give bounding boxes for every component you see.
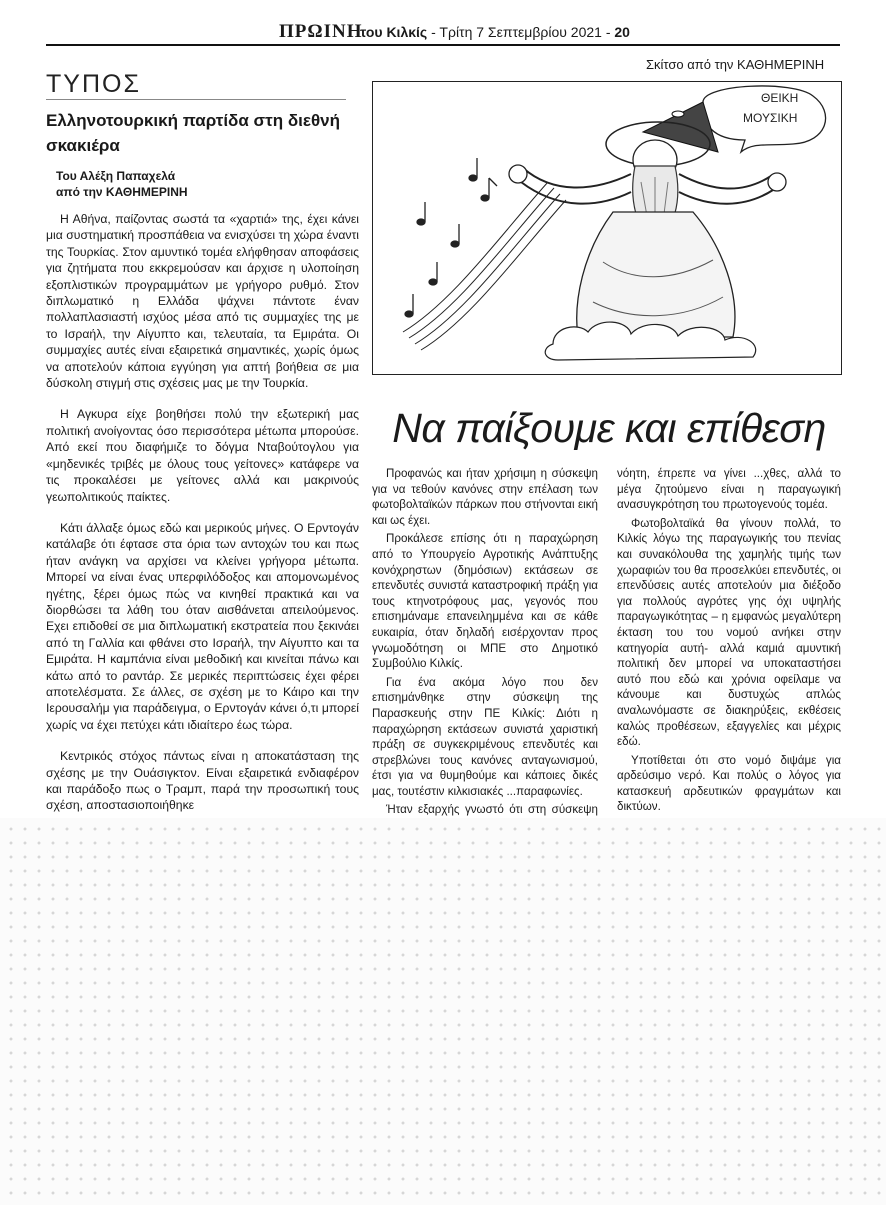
cartoon-illustration (372, 81, 842, 375)
sketch-credit: Σκίτσο από την ΚΑΘΗΜΕΡΙΝΗ (646, 57, 825, 72)
separator: - (431, 24, 436, 40)
section-rule (46, 99, 346, 100)
opinion-paragraph: Προφανώς και ήταν χρήσιμη η σύσκεψη για να τεθούν κανόνες στην επέλαση των φωτοβολταϊκών πάρκων που στήνονται εική και ως έχει. (372, 467, 598, 527)
separator-2: - (605, 24, 611, 40)
article-body (46, 211, 359, 823)
byline-author: Του Αλέξη Παπαχελά (56, 169, 176, 183)
masthead: ΠΡΩΙΝΗ (279, 21, 363, 42)
opinion-paragraph: Ήταν εξαρχής γνωστό ότι στη σύσκεψη (386, 803, 598, 817)
article-paragraph: Η Αθήνα, παίζοντας σωστά τα «χαρτιά» της, έχει κάνει μια συστηματική προσπάθεια να ενισχύσει τη χώρα έναντι της Τουρκίας. Στον αμυντικό τομέα ελήφθησαν αποφάσεις για ζητήματα που εκκρεμούσαν και άρχισε η υλοποίηση εξοπλιστικών προγραμμάτων με γρήγορο ρυθμό. Στον διπλωματικό η Ελλάδα ψάχνει πάντοτε έναν πολλαπλασιαστή ισχύος μέσα από τις συμμαχίες της με το Ισραήλ, την Αίγυπτο και, τελευταία, τα Εμιράτα. Οι συμμαχίες αυτές είναι εξαιρετικά σημαντικές, χωρίς όμως να αποτελούν κάποια εγγύηση για απτή βοήθεια σε μια δύσκολη στιγμή στις σχέσεις μας με την Τουρκία. (46, 212, 359, 391)
headline: Να παίξουμε και επίθεση (392, 405, 826, 451)
bubble-text-1: ΘΕΙΚΗ (761, 91, 799, 105)
opinion-paragraph: νόητη, έπρεπε να γίνει ...χθες, αλλά το μέγα ζητούμενο είναι η παραγωγική ανασυγκρότηση του πρωτογενούς τομέα. (617, 467, 841, 512)
issue-date: Τρίτη 7 Σεπτεμβρίου 2021 (439, 24, 602, 40)
header-rule (46, 44, 840, 46)
byline-source: από την ΚΑΘΗΜΕΡΙΝΗ (56, 185, 188, 199)
article-paragraph: Κεντρικός στόχος πάντως είναι η αποκατάσταση της σχέσης με την Ουάσιγκτον. Είναι εξαιρετικά ενδιαφέρον και παράδοξο πως ο Τραμπ, παρά την προσωπική τους σχέση, αποστασιοποιήθηκε (46, 749, 359, 813)
page-number: 20 (614, 24, 630, 40)
bubble-text-2: ΜΟΥΣΙΚΗ (743, 111, 798, 125)
opinion-paragraph: Προκάλεσε επίσης ότι η παραχώρηση από το Υπουργείο Αγροτικής Ανάπτυξης κονόχρηστων (δημόσιων) εκτάσεων σε επενδυτές συνιστά καταστροφική πράξη για τους κτηνοτρόφους μας, γεγονός που επισημάναμε επανειλημμένα και σε κάθε ευκαιρία, όταν δηλαδή εισέρχονταν προς γνωμοδότηση οι ΜΠΕ στο Δημοτικό Συμβούλιο Κιλκίς. (372, 532, 598, 671)
masthead-info (360, 24, 630, 40)
opinion-paragraph: Υποτίθεται ότι στο νομό διψάμε για αρδεύσιμο νερό. Και πολύς ο λόγος για κατασκευή αρδευτικών φραγμάτων και δικτύων. (617, 753, 841, 814)
article-paragraph: Η Αγκυρα είχε βοηθήσει πολύ την εξωτερική μας πολιτική ανοίγοντας όσο περισσότερα μέτωπα μπορούσε. Από εκεί που διαφήμιζε το δόγμα Νταβούτογλου για «μηδενικές τριβές με όλους τους γείτονες» κατάφερε να τις προκαλέσει με γείτονες αλλά και μακρινούς γεωπολιτικούς παίκτες. (46, 407, 359, 504)
opinion-column-2 (617, 466, 841, 816)
section-label: ΤΥΠΟΣ (46, 70, 141, 98)
article-title: Ελληνοτουρκική παρτίδα στη διεθνή σκακιέρα (46, 111, 340, 155)
dotted-overlay (0, 818, 886, 1205)
edition-label: του Κιλκίς (360, 24, 428, 40)
opinion-paragraph: Για ένα ακόμα λόγο που δεν επισημάνθηκε στην σύσκεψη της Παρασκευής στην ΠΕ Κιλκίς: Διότι η παραχώρηση εκτάσεων συνιστά χαριστική πράξη σε συγκεκριμένους επενδυτές και στρεβλώνει τους κανόνες ανταγωνισμού, έτσι για να θυμηθούμε και κάποιες δικές μας, τουτέστιν κιλκισιακές ...παραφωνίες. (372, 675, 598, 798)
cartoon-drawing (373, 82, 841, 374)
opinion-column-1 (372, 466, 598, 816)
byline (56, 168, 188, 200)
opinion-paragraph: Φωτοβολταϊκά θα γίνουν πολλά, το Κιλκίς λόγω της παραγωγικής του πενίας και συνακόλουθα της χαμηλής τιμής των χωραφιών του θα προσελκύει επενδυτές, οι επενδύσεις αυτές αποτελούν μια διέξοδο για πολλούς αγρότες γης όχι υψηλής παραγωγικότητας – η εμφανώς μεγαλύτερη έκταση του του νομού ανήκει στην κατηγορία αυτή- αλλά καμιά αμυντική πολιτική δεν μπορεί να υποκαταστήσει αυτό που εδώ και χρόνια οφείλαμε να κάνουμε και δυστυχώς απλώς αναλωνόμαστε σε διακηρύξεις, εκθέσεις καλώς προθέσεων, εξαγγελίες και μέχρις εδώ. (617, 516, 841, 749)
article-paragraph: Κάτι άλλαξε όμως εδώ και μερικούς μήνες. Ο Ερντογάν κατάλαβε ότι έφτασε στα όρια των αντοχών του και πως ήταν ανάγκη να αρχίσει να κλείνει γρήγορα μέτωπα. Μπορεί να είναι ένας υπερφιλόδοξος και απομονωμένος ηγέτης, ξέρει όμως πώς να κινηθεί πρακτικά και να διορθώσει τα λάθη του όταν αισθάνεται απειλούμενος. Εχει επιδοθεί σε μια διπλωματική εκστρατεία που ξεκινάει από τη Γαλλία και φθάνει στο Ισραήλ, την Αίγυπτο και τα Εμιράτα. Η καμπάνια είναι μεθοδική και κινείται πάνω και κάτω από το ραντάρ. Σε μερικές περιπτώσεις έχει φέρει αποτελέσματα. Σε άλλες, σε σχέση με το Κάιρο και την Ιερουσαλήμ για παράδειγμα, ο Ερντογάν κάνει ό,τι μπορεί χωρίς να έχει πετύχει κάτι ιδιαίτερο έως τώρα. (46, 520, 359, 732)
